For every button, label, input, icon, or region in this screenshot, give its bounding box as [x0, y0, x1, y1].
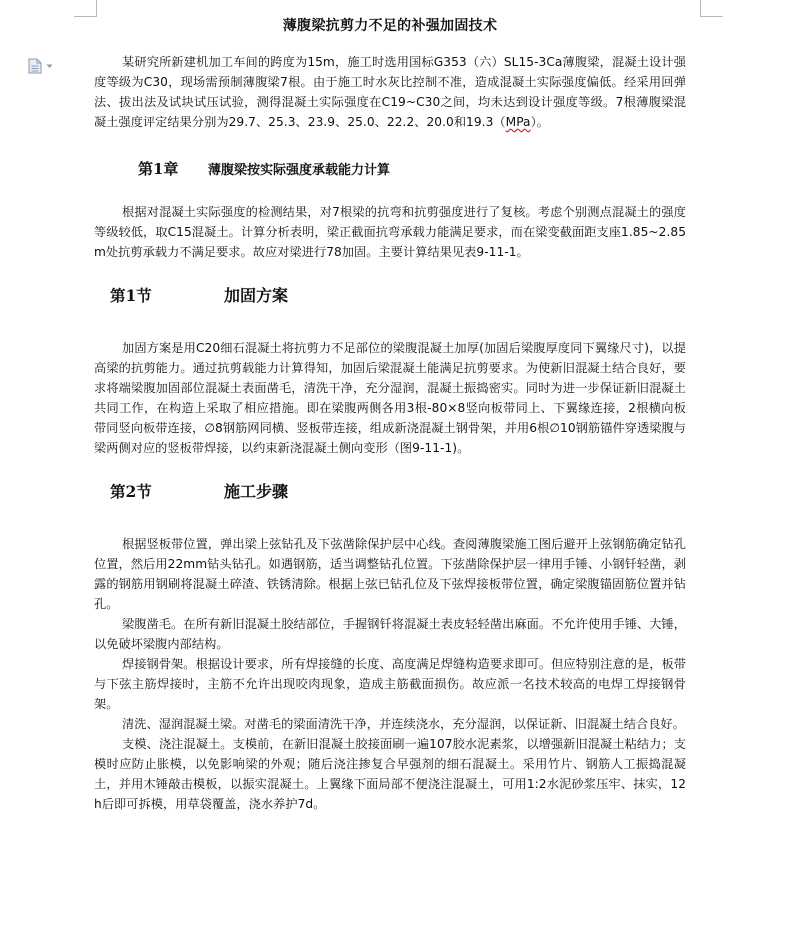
section-heading-2	[110, 480, 686, 504]
chapter-paragraph: 根据对混凝土实际强度的检测结果，对7根梁的抗弯和抗剪强度进行了复核。考虑个别测点混凝土的强度等级较低，取C15混凝土。计算分析表明，梁正截面抗弯承载力能满足要求，而在梁变截面距支座1.85~2.85m处抗剪承载力不满足要求。故应对梁进行78加固。主要计算结果见表9-11-1。	[94, 205, 686, 259]
section-number-1: 第1节	[110, 286, 152, 305]
construction-step-paragraph: 根据竖板带位置，弹出梁上弦钻孔及下弦凿除保护层中心线。查阅薄腹梁施工图后避开上弦钢筋确定钻孔位置，然后用22mm钻头钻孔。如遇钢筋，适当调整钻孔位置。下弦凿除保护层一律用手锤、小钢钎轻凿，剥露的钢筋用钢刷将混凝土碎渣、铁锈清除。根据上弦已钻孔位及下弦焊接板带位置，确定梁腹锚固筋位置并钻孔。	[94, 537, 686, 611]
chapter-heading	[138, 158, 686, 180]
document-body	[94, 18, 686, 814]
document-title: 薄腹梁抗剪力不足的补强加固技术	[282, 18, 498, 34]
chapter-number: 第1章	[138, 160, 179, 178]
intro-paragraph	[94, 52, 686, 132]
unit-mpa: MPa	[505, 115, 531, 129]
chapter-title: 薄腹梁按实际强度承载能力计算	[208, 163, 391, 178]
layout-options-button[interactable]	[28, 58, 56, 74]
page-corner-mark-right	[700, 0, 723, 17]
section-number-2: 第2节	[110, 482, 152, 501]
page-corner-mark-left	[74, 0, 97, 17]
reinforcement-plan-paragraph: 加固方案是用C20细石混凝土将抗剪力不足部位的梁腹混凝土加厚(加固后梁腹厚度同下翼缘尺寸)，以提高梁的抗剪能力。通过抗剪载能力计算得知，加固后梁混凝土能满足抗剪要求。为使新旧混凝土结合良好，要求将端梁腹加固部位混凝土表面凿毛，清洗干净，充分湿润，混凝土振捣密实。同时为进一步保证新旧混凝土共同工作，在构造上采取了相应措施。即在梁腹两侧各用3根-80×8竖向板带同上、下翼缘连接，2根横向板带同竖向板带连接，∅8钢筋网同横、竖板带连接，组成新浇混凝土钢骨架，并用6根∅10钢筋锚件穿透梁腹与梁两侧对应的竖板带焊接，以约束新浇混凝土侧向变形（图9-11-1)。	[94, 341, 686, 455]
construction-step-paragraph: 支模、浇注混凝土。支模前，在新旧混凝土胶接面刷一遍107胶水泥素浆，以增强新旧混凝土粘结力；支模时应防止胀模，以免影响梁的外观；随后浇注掺复合早强剂的细石混凝土。采用竹片、钢筋人工振捣混凝土，并用木锤敲击模板，以振实混凝土。上翼缘下面局部不便浇注混凝土，可用1:2水泥砂浆压牢、抹实，12h后即可拆模，用草袋覆盖，浇水养护7d。	[94, 737, 686, 811]
dropdown-arrow-icon	[46, 64, 53, 69]
construction-step-paragraph: 清洗、湿润混凝土梁。对凿毛的梁面清洗干净，并连续浇水，充分湿润，以保证新、旧混凝土结合良好。	[122, 717, 685, 731]
section-title-2: 施工步骤	[224, 482, 289, 501]
document-icon	[28, 58, 42, 74]
construction-step-paragraph: 梁腹凿毛。在所有新旧混凝土胶结部位，手握钢钎将混凝土表皮轻轻凿出麻面。不允许使用手锤、大锤，以免破坏梁腹内部结构。	[94, 617, 686, 651]
intro-text: 某研究所新建机加工车间的跨度为15m，施工时选用国标G353（六）SL15-3Ca薄腹梁，混凝土设计强度等级为C30，现场需预制薄腹梁7根。由于施工时水灰比控制不准，造成混凝土实际强度偏低。经采用回弹法、拔出法及试块试压试验，测得混凝土实际强度在C19~C30之间，均未达到设计强度等级。7根薄腹梁混凝土强度评定结果分别为29.7、25.3、23.9、25.0、22.2、20.0和19.3（	[94, 55, 686, 129]
construction-step-paragraph: 焊接钢骨架。根据设计要求，所有焊接缝的长度、高度满足焊缝构造要求即可。但应特别注意的是，板带与下弦主筋焊接时，主筋不允许出现咬肉现象，造成主筋截面损伤。故应派一名技术较高的电焊工焊接钢骨架。	[94, 657, 686, 711]
section-heading-1	[110, 284, 686, 308]
intro-text-end: ）。	[530, 115, 549, 129]
section-title-1: 加固方案	[224, 286, 289, 305]
